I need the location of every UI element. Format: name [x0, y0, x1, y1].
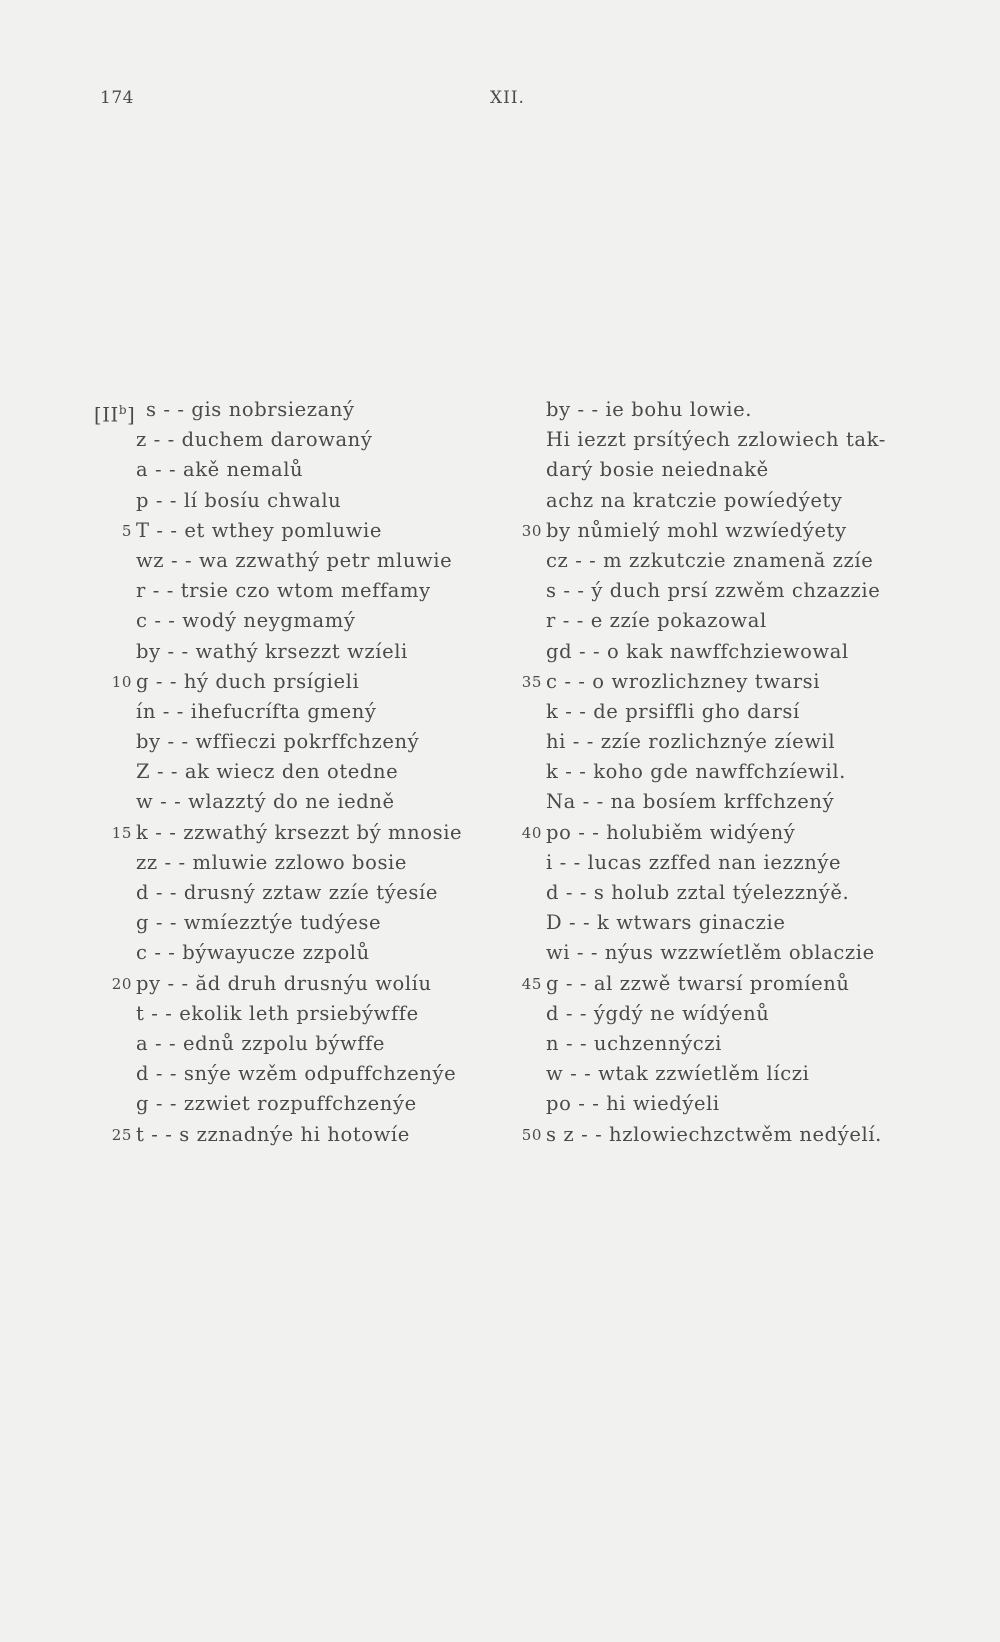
verse-line	[510, 455, 940, 485]
verse-text: wi - - nýus wzzwíetlěm oblaczie	[546, 941, 875, 965]
verse-text: Hi iezzt prsítýech zzlowiech tak-	[546, 428, 886, 452]
verse-line	[510, 1120, 940, 1150]
verse-text: D - - k wtwars ginaczie	[546, 911, 786, 935]
verse-line	[510, 969, 940, 999]
folio-mark-close: ]	[127, 403, 136, 427]
verse-text: d - - drusný zztaw zzíe týesíe	[136, 881, 438, 904]
verse-line	[100, 425, 530, 455]
verse-text: by - - ie bohu lowie.	[546, 398, 753, 421]
verse-line	[100, 576, 530, 606]
verse-text: i - - lucas zzffed nan iezznýe	[546, 850, 842, 874]
verse-text: c - - býwayucze zzpolů	[136, 941, 370, 965]
verse-line	[100, 486, 530, 516]
verse-text: s - - ý duch prsí zzwěm chzazzie	[546, 579, 881, 603]
verse-line	[510, 787, 940, 817]
verse-line	[510, 999, 940, 1029]
verse-line	[100, 969, 530, 999]
verse-line	[510, 1089, 940, 1119]
verse-line	[510, 908, 940, 938]
verse-line	[510, 1059, 940, 1089]
line-number: 30	[521, 521, 542, 540]
verse-line	[100, 1059, 530, 1089]
page-header	[100, 88, 920, 118]
line-number: 20	[111, 974, 132, 993]
verse-line	[510, 667, 940, 697]
verse-text: by - - wathý krsezzt wzíeli	[136, 639, 408, 663]
line-number: 15	[111, 823, 132, 842]
folio-mark-text: [II	[94, 403, 119, 427]
verse-line	[510, 425, 940, 455]
verse-text: n - - uchzennýczi	[546, 1031, 722, 1055]
verse-text: achz na kratczie powíedýety	[546, 488, 843, 512]
verse-text: p - - lí bosíu chwalu	[136, 488, 342, 512]
verse-text: py - - ăd druh drusnýu wolíu	[136, 971, 432, 995]
right-column	[510, 395, 940, 1150]
line-number: 10	[111, 672, 132, 691]
verse-line	[100, 606, 530, 636]
chapter-heading: XII.	[490, 88, 525, 108]
verse-line	[510, 757, 940, 787]
verse-text: c - - wodý neygmamý	[136, 609, 356, 633]
verse-line	[510, 637, 940, 667]
verse-text: s z - - hzlowiechzctwěm nedýelí.	[546, 1122, 882, 1146]
verse-line	[510, 727, 940, 757]
verse-text: s - - gis nobrsiezaný	[146, 398, 355, 421]
verse-text: hi - - zzíe rozlichznýe zíewil	[546, 730, 836, 754]
verse-line	[100, 516, 530, 546]
verse-line	[100, 787, 530, 817]
verse-line	[100, 878, 530, 908]
verse-text: Z - - ak wiecz den otedne	[136, 760, 399, 784]
verse-text: Na - - na bosíem krffchzený	[546, 790, 835, 814]
verse-text: po - - hi wiedýeli	[546, 1092, 720, 1116]
verse-line	[510, 878, 940, 908]
verse-text: by - - wffieczi pokrffchzený	[136, 730, 420, 754]
verse-text: k - - zzwathý krsezzt bý mnosie	[136, 820, 463, 844]
verse-text: w - - wtak zzwíetlěm líczi	[546, 1062, 810, 1086]
verse-text: d - - ýgdý ne wídýenů	[546, 1001, 770, 1025]
verse-line	[100, 1120, 530, 1150]
verse-text: darý bosie neiednakě	[546, 458, 769, 482]
verse-line	[100, 455, 530, 485]
verse-text: a - - ednů zzpolu býwffe	[136, 1031, 386, 1055]
verse-line	[100, 999, 530, 1029]
verse-text: c - - o wrozlichzney twarsi	[546, 669, 821, 693]
page-number: 174	[100, 88, 134, 108]
verse-line	[100, 727, 530, 757]
verse-line	[100, 1089, 530, 1119]
line-number: 45	[521, 974, 542, 993]
verse-line	[100, 848, 530, 878]
verse-line	[510, 848, 940, 878]
verse-line	[100, 818, 530, 848]
line-number: 5	[121, 521, 132, 540]
verse-line	[100, 908, 530, 938]
verse-text: g - - wmíezztýe tudýese	[136, 911, 382, 935]
verse-text: w - - wlazztý do ne iedně	[136, 790, 395, 814]
verse-text: ín - - ihefucrífta gmený	[136, 699, 377, 723]
verse-line	[100, 697, 530, 727]
left-column	[94, 395, 530, 1150]
line-number: 25	[111, 1125, 132, 1144]
verse-text: by nůmielý mohl wzwíedýety	[546, 518, 847, 542]
verse-text: gd - - o kak nawffchziewowal	[546, 639, 849, 663]
verse-text: t - - ekolik leth prsiebýwffe	[136, 1001, 419, 1025]
verse-line	[510, 818, 940, 848]
verse-text: T - - et wthey pomluwie	[136, 518, 382, 542]
verse-line	[100, 938, 530, 968]
verse-text: r - - trsie czo wtom meffamy	[136, 579, 431, 603]
verse-text: k - - koho gde nawffchzíewil.	[546, 760, 846, 784]
verse-line	[100, 667, 530, 697]
verse-line	[100, 546, 530, 576]
verse-text: r - - e zzíe pokazowal	[546, 609, 767, 633]
verse-line	[100, 637, 530, 667]
verse-line	[510, 395, 940, 425]
verse-text: g - - zzwiet rozpuffchzenýe	[136, 1092, 417, 1116]
line-number: 40	[521, 823, 542, 842]
verse-text: zz - - mluwie zzlowo bosie	[136, 850, 408, 874]
verse-line	[100, 1029, 530, 1059]
verse-line	[510, 546, 940, 576]
verse-text: k - - de prsiffli gho darsí	[546, 699, 800, 723]
verse-line	[510, 576, 940, 606]
verse-text: g - - al zzwě twarsí promíenů	[546, 971, 850, 995]
verse-line	[510, 938, 940, 968]
verse-text: po - - holubiěm widýený	[546, 820, 796, 844]
line-number: 35	[521, 672, 542, 691]
line-number: 50	[521, 1125, 542, 1144]
folio-mark-sup: b	[118, 403, 128, 417]
verse-text: cz - - m zzkutczie znamenă zzíe	[546, 548, 874, 572]
verse-text: d - - snýe wzěm odpuffchzenýe	[136, 1062, 457, 1086]
verse-text: g - - hý duch prsígieli	[136, 669, 360, 693]
verse-line	[510, 1029, 940, 1059]
verse-text: d - - s holub zztal týelezznýě.	[546, 881, 850, 904]
verse-text: z - - duchem darowaný	[136, 428, 373, 452]
verse-line	[94, 395, 530, 427]
verse-line	[510, 606, 940, 636]
verse-text: wz - - wa zzwathý petr mluwie	[136, 548, 453, 572]
verse-line	[510, 697, 940, 727]
verse-line	[510, 486, 940, 516]
verse-text: a - - akě nemalů	[136, 458, 304, 482]
verse-text: t - - s zznadnýe hi hotowíe	[136, 1122, 410, 1146]
verse-line	[510, 516, 940, 546]
verse-line	[100, 757, 530, 787]
